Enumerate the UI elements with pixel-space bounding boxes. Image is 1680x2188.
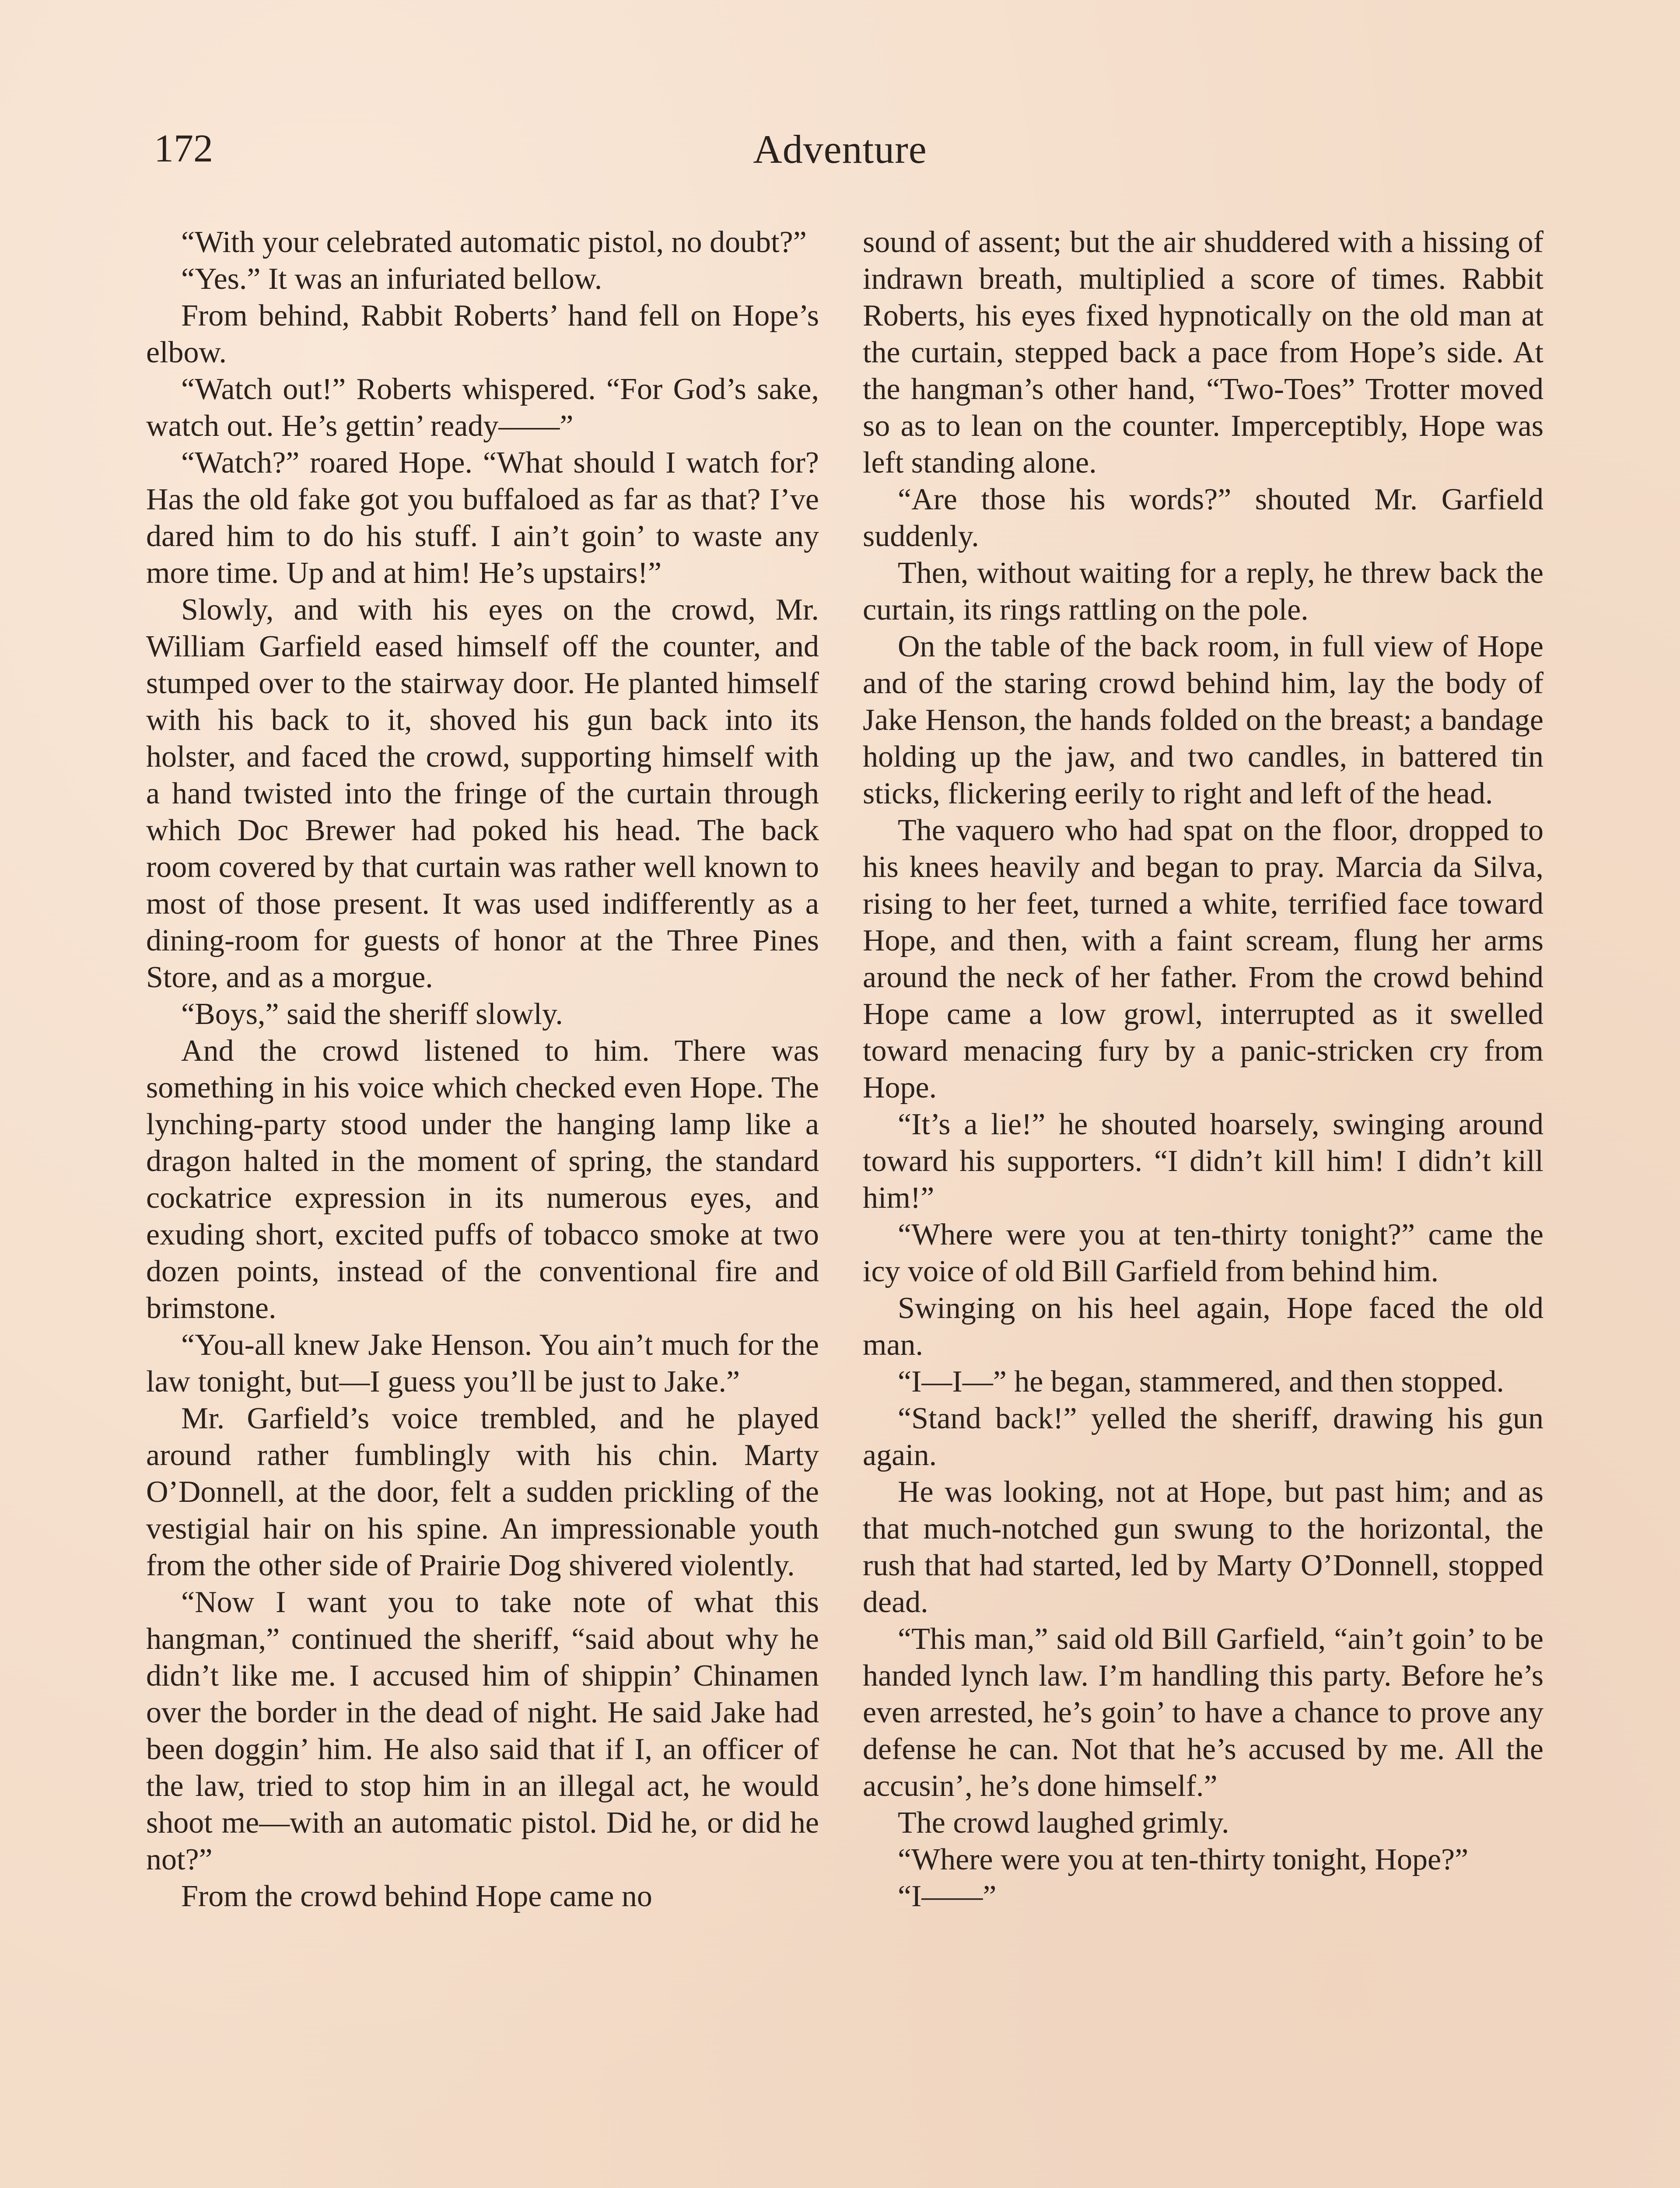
paragraph: “Where were you at ten-thirty tonight, Hope?”: [898, 1843, 1469, 1876]
paragraph: “With your celebrated automatic pistol, no doubt?”: [181, 225, 807, 259]
paragraph: “I—I—” he began, stammered, and then stopped.: [898, 1365, 1504, 1399]
paragraph: And the crowd listened to him. There was something in his voice which checked even Hope. The lynching-party stood under the hanging lamp like a dragon halted in the moment of spring, the standard cockatrice expression in its numerous eyes, and exuding short, excited puffs of tobacco smoke at two dozen points, instead of the conventional fire and brimstone.: [146, 1034, 819, 1325]
paragraph: “You-all knew Jake Henson. You ain’t much for the law tonight, but—I guess you’ll be just to Jake.”: [146, 1328, 819, 1399]
paragraph: The crowd laughed grimly.: [898, 1806, 1229, 1840]
paragraph: “Now I want you to take note of what this hangman,” continued the sheriff, “said about why he didn’t like me. I accused him of shippin’ Chinamen over the border in the dead of night. He said Jake had been doggin’ him. He also said that if I, an officer of the law, tried to stop him in an illegal act, he would shoot me—with an automatic pistol. Did he, or did he not?”: [146, 1585, 819, 1876]
left-column: [146, 224, 819, 1915]
right-column: [863, 224, 1544, 1915]
paragraph: He was looking, not at Hope, but past him; and as that much-notched gun swung to the horizontal, the rush that had started, led by Marty O’Donnell, stopped dead.: [863, 1475, 1544, 1619]
paragraph: “Yes.” It was an infuriated bellow.: [181, 262, 602, 296]
paragraph: “I——”: [898, 1879, 997, 1913]
page-number: 172: [154, 127, 213, 170]
paragraph: Mr. Garfield’s voice trembled, and he played around rather fumblingly with his chin. Marty O’Donnell, at the door, felt a sudden prickling of the vestigial hair on his spine. An impressionable youth from the other side of Prairie Dog shivered violently.: [146, 1402, 819, 1582]
running-head: Adventure: [753, 127, 927, 172]
paragraph: On the table of the back room, in full view of Hope and of the staring crowd behind him, lay the body of Jake Henson, the hands folded on the breast; a bandage holding up the jaw, and two candles, in battered tin sticks, flickering eerily to right and left of the head.: [863, 630, 1544, 810]
paragraph: From behind, Rabbit Roberts’ hand fell on Hope’s elbow.: [146, 299, 819, 369]
paragraph: Slowly, and with his eyes on the crowd, Mr. William Garfield eased himself off the counter, and stumped over to the stairway door. He planted himself with his back to it, shoved his gun back into its holster, and faced the crowd, supporting himself with a hand twisted into the fringe of the curtain through which Doc Brewer had poked his head. The back room covered by that curtain was rather well known to most of those present. It was used indifferently as a dining-room for guests of honor at the Three Pines Store, and as a morgue.: [146, 593, 819, 994]
paragraph: “It’s a lie!” he shouted hoarsely, swinging around toward his supporters. “I didn’t kill him! I didn’t kill him!”: [863, 1108, 1544, 1215]
paragraph: Then, without waiting for a reply, he threw back the curtain, its rings rattling on the pole.: [863, 556, 1544, 627]
paragraph-continuation: sound of assent; but the air shuddered with a hissing of indrawn breath, multiplied a score of times. Rabbit Roberts, his eyes fixed hypnotically on the old man at the curtain, stepped back a pace from Hope’s side. At the hangman’s other hand, “Two-Toes” Trotter moved so as to lean on the counter. Imperceptibly, Hope was left standing alone.: [863, 225, 1544, 480]
paragraph: “Watch out!” Roberts whispered. “For God’s sake, watch out. He’s gettin’ ready——”: [146, 372, 819, 443]
paragraph: Swinging on his heel again, Hope faced the old man.: [863, 1291, 1544, 1362]
paragraph: “Watch?” roared Hope. “What should I watch for? Has the old fake got you buffaloed as far as that? I’ve dared him to do his stuff. I ain’t goin’ to waste any more time. Up and at him! He’s upstairs!”: [146, 446, 819, 590]
paragraph: “Are those his words?” shouted Mr. Garfield suddenly.: [863, 483, 1544, 553]
paragraph: “Boys,” said the sheriff slowly.: [181, 997, 563, 1031]
paragraph: “Stand back!” yelled the sheriff, drawing his gun again.: [863, 1402, 1544, 1472]
paragraph: “Where were you at ten-thirty tonight?” came the icy voice of old Bill Garfield from behind him.: [863, 1218, 1544, 1288]
paragraph: From the crowd behind Hope came no: [181, 1879, 652, 1913]
paragraph: The vaquero who had spat on the floor, dropped to his knees heavily and began to pray. Marcia da Silva, rising to her feet, turned a white, terrified face toward Hope, and then, with a faint scream, flung her arms around the neck of her father. From the crowd behind Hope came a low growl, interrupted as it swelled toward menacing fury by a panic-stricken cry from Hope.: [863, 813, 1544, 1105]
paragraph: “This man,” said old Bill Garfield, “ain’t goin’ to be handed lynch law. I’m handling this party. Before he’s even arrested, he’s goin’ to have a chance to prove any defense he can. Not that he’s accused by me. All the accusin’, he’s done himself.”: [863, 1622, 1544, 1803]
